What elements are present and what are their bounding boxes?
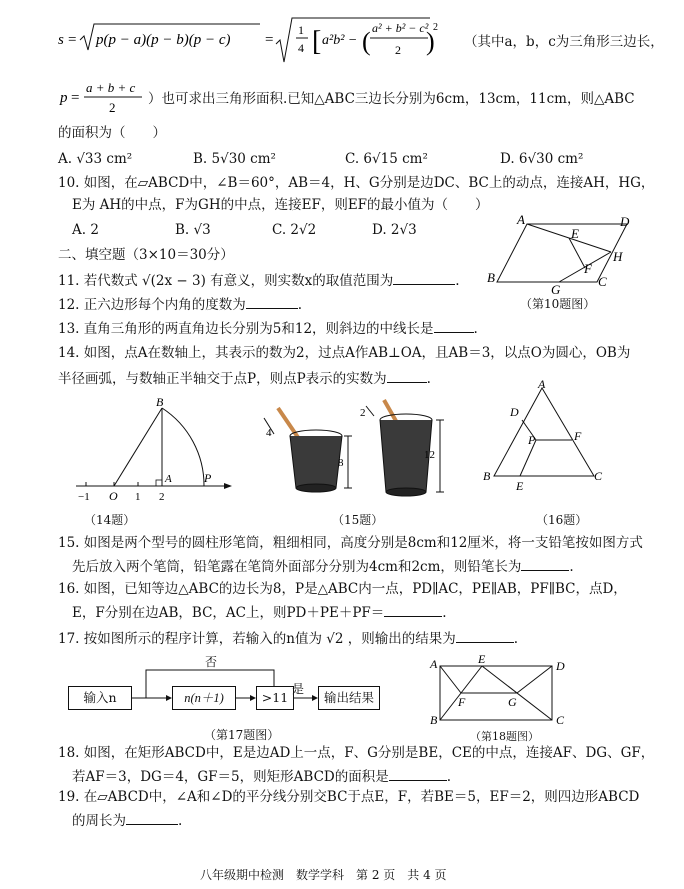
fig10-label-g: G (551, 282, 561, 297)
heron-note: （其中a，b，c为三角形三边长， (464, 34, 664, 50)
option-d: D. 6√30 cm² (500, 151, 584, 167)
q19-text: 的周长为 (72, 813, 126, 829)
fig18-label-f: F (458, 695, 466, 709)
q12-answer-blank[interactable] (246, 294, 298, 309)
fig16-label-a: A (538, 377, 546, 391)
svg-text:1: 1 (298, 23, 304, 37)
heron-question: ）也可求出三角形面积.已知△ABC三边长分别为6cm，13cm，11cm，则△ABC (148, 91, 635, 107)
svg-text:): ) (426, 27, 435, 56)
figure-15 (256, 396, 456, 506)
option-c: C. 6√15 cm² (345, 151, 428, 167)
q15-answer-blank[interactable] (521, 556, 569, 571)
section-2-heading: 二、填空题（3×10＝30分） (58, 247, 234, 263)
fig14-label-neg1: −1 (78, 491, 90, 503)
q11-text: 11. 若代数式 √(2x − 3) 有意义，则实数x的取值范围为 (58, 273, 394, 289)
figure-14 (76, 395, 236, 508)
q18-text: 若AF＝3，DG＝4，GF＝5，则矩形ABCD的面积是 (72, 769, 389, 785)
fig14-label-1: 1 (135, 491, 141, 503)
flow-calc-box: n(n＋1) (172, 686, 236, 710)
page-footer: 八年级期中检测 数学学科 第 2 页 共 4 页 (200, 868, 447, 882)
option-a: A. √33 cm² (58, 151, 133, 167)
q18-line1: 18. 如图，在矩形ABCD中，E是边AD上一点，F、G分别是BE，CE的中点，连接AF、DG、GF， (58, 745, 655, 761)
svg-text:s: s (58, 32, 64, 48)
q19-line2: 的周长为 . (72, 810, 182, 830)
flow-output-box: 输出结果 (318, 686, 380, 710)
q18-answer-blank[interactable] (389, 766, 447, 781)
fig15-caption: （15题） (332, 513, 384, 527)
q17-answer-blank[interactable] (456, 628, 514, 643)
q12: 12. 正六边形每个内角的度数为 . (58, 294, 302, 314)
svg-text:(: ( (362, 27, 371, 56)
fig18-label-e: E (478, 652, 486, 666)
q10-option-d: D. 2√3 (372, 222, 417, 238)
q10-option-a: A. 2 (72, 222, 99, 238)
q13-text: 13. 直角三角形的两直角边长分别为5和12，则斜边的中线长是 (58, 321, 434, 337)
option-b: B. 5√30 cm² (193, 151, 276, 167)
q16-line1: 16. 如图，已知等边△ABC的边长为8，P是△ABC内一点，PD∥AC，PE∥AB，PF∥BC，点D， (58, 581, 627, 597)
svg-text:2: 2 (395, 43, 401, 57)
q13: 13. 直角三角形的两直角边长分别为5和12，则斜边的中线长是 . (58, 318, 478, 338)
svg-text:p: p (60, 90, 68, 106)
flow-yes-label: 是 (292, 682, 305, 696)
q14-answer-blank[interactable] (387, 368, 427, 383)
fig18-label-c: C (556, 713, 565, 727)
flow-input-box: 输入n (68, 686, 132, 710)
fig10-label-a: A (517, 212, 525, 227)
q18-line2: 若AF＝3，DG＝4，GF＝5，则矩形ABCD的面积是 . (72, 766, 451, 786)
svg-text:2: 2 (109, 100, 116, 115)
fig15-label-12: 12 (424, 449, 435, 461)
fig10-label-e: E (571, 226, 579, 241)
heron-question-2: 的面积为（ ） (58, 125, 166, 141)
q16-line2: E，F分别在边AB，BC，AC上，则PD＋PE＋PF＝ . (72, 602, 447, 622)
q14-text: 半径画弧，与数轴正半轴交于点P，则点P表示的实数为 (58, 371, 387, 387)
fig10-label-d: D (620, 214, 630, 229)
q10-line1: 10. 如图，在▱ABCD中，∠B＝60°，AB＝4，H、G分别是边DC、BC上的动点，连接AH，HG， (58, 175, 655, 191)
fig16-label-f: F (574, 429, 582, 443)
q17: 17. 按如图所示的程序计算，若输入的n值为 √2 ，则输出的结果为 . (58, 628, 518, 648)
q14-line2: 半径画弧，与数轴正半轴交于点P，则点P表示的实数为 . (58, 368, 431, 388)
svg-text:a + b + c: a + b + c (86, 80, 136, 95)
q15-line1: 15. 如图是两个型号的圆柱形笔筒，粗细相同，高度分别是8cm和12厘米，将一支铅笔按如图方式 (58, 535, 643, 551)
flow-condition-box: >11 (256, 686, 294, 710)
q11: 11. 若代数式 √(2x − 3) 有意义，则实数x的取值范围为 . (58, 270, 460, 290)
fig14-label-o: O (109, 489, 118, 503)
q15-text: 先后放入两个笔筒，铅笔露在笔筒外面部分分别为4cm和2cm，则铅笔长为 (72, 559, 522, 575)
fig16-label-b: B (483, 469, 491, 483)
fig10-label-c: C (598, 274, 607, 289)
fig17-caption: （第17题图） (204, 728, 280, 742)
fig16-label-d: D (510, 405, 519, 419)
svg-text:p(p − a)(p − b)(p − c): p(p − a)(p − b)(p − c) (96, 32, 231, 48)
q13-answer-blank[interactable] (434, 318, 474, 333)
fig10-label-f: F (584, 261, 592, 276)
svg-text:a² + b² − c²: a² + b² − c² (372, 21, 429, 35)
fig16-label-c: C (594, 469, 603, 483)
fig15-label-4: 4 (266, 427, 272, 439)
svg-text:=: = (71, 90, 80, 106)
figure-16 (480, 377, 610, 493)
q19-line1: 19. 在▱ABCD中，∠A和∠D的平分线分别交BC于点E，F，若BE＝5，EF＝2，则四边形ABCD (58, 789, 640, 805)
fig15-label-2: 2 (360, 407, 366, 419)
q12-text: 12. 正六边形每个内角的度数为 (58, 297, 246, 313)
fig10-label-h: H (613, 249, 623, 264)
svg-text:=: = (265, 32, 274, 48)
q16-answer-blank[interactable] (384, 602, 442, 617)
fig14-label-a: A (165, 473, 172, 485)
q14-line1: 14. 如图，点A在数轴上，其表示的数为2，过点A作AB⊥OA，且AB＝3，以点O为圆心，OB为 (58, 345, 631, 361)
q10-option-b: B. √3 (175, 222, 211, 238)
svg-text:4: 4 (298, 41, 304, 55)
figure-10 (487, 212, 637, 297)
svg-text:2: 2 (433, 22, 438, 33)
fig18-label-a: A (430, 657, 438, 671)
q10-option-c: C. 2√2 (272, 222, 317, 238)
q10-line2: E为 AH的中点，F为GH的中点，连接EF，则EF的最小值为（ ） (72, 197, 489, 213)
q16-text: E，F分别在边AB，BC，AC上，则PD＋PE＋PF＝ (72, 605, 385, 621)
svg-text:=: = (68, 32, 77, 48)
q15-line2: 先后放入两个笔筒，铅笔露在笔筒外面部分分别为4cm和2cm，则铅笔长为 . (72, 556, 574, 576)
fig10-caption: （第10题图） (520, 297, 596, 311)
fig14-label-2: 2 (159, 491, 165, 503)
fig18-label-b: B (430, 713, 438, 727)
fig18-caption: （第18题图） (470, 730, 539, 743)
fig15-label-8: 8 (338, 457, 344, 469)
q11-answer-blank[interactable] (393, 270, 455, 285)
p-formula-svg (58, 80, 148, 120)
fig14-label-p: P (204, 471, 212, 485)
fig16-label-e: E (516, 479, 524, 493)
fig14-caption: （14题） (84, 513, 136, 527)
fig16-caption: （16题） (536, 513, 588, 527)
figure-18 (430, 654, 580, 734)
svg-text:a²b² −: a²b² − (322, 33, 358, 48)
q19-answer-blank[interactable] (126, 810, 178, 825)
fig18-label-g: G (508, 695, 517, 709)
fig18-label-d: D (556, 659, 565, 673)
fig16-label-p: P (528, 433, 536, 447)
fig10-label-b: B (487, 270, 495, 285)
flow-no-label: 否 (205, 655, 218, 669)
heron-formula-svg (58, 18, 438, 64)
svg-text:[: [ (312, 26, 322, 57)
q17-text: 17. 按如图所示的程序计算，若输入的n值为 √2 ，则输出的结果为 (58, 631, 456, 647)
fig14-label-b: B (156, 395, 164, 409)
